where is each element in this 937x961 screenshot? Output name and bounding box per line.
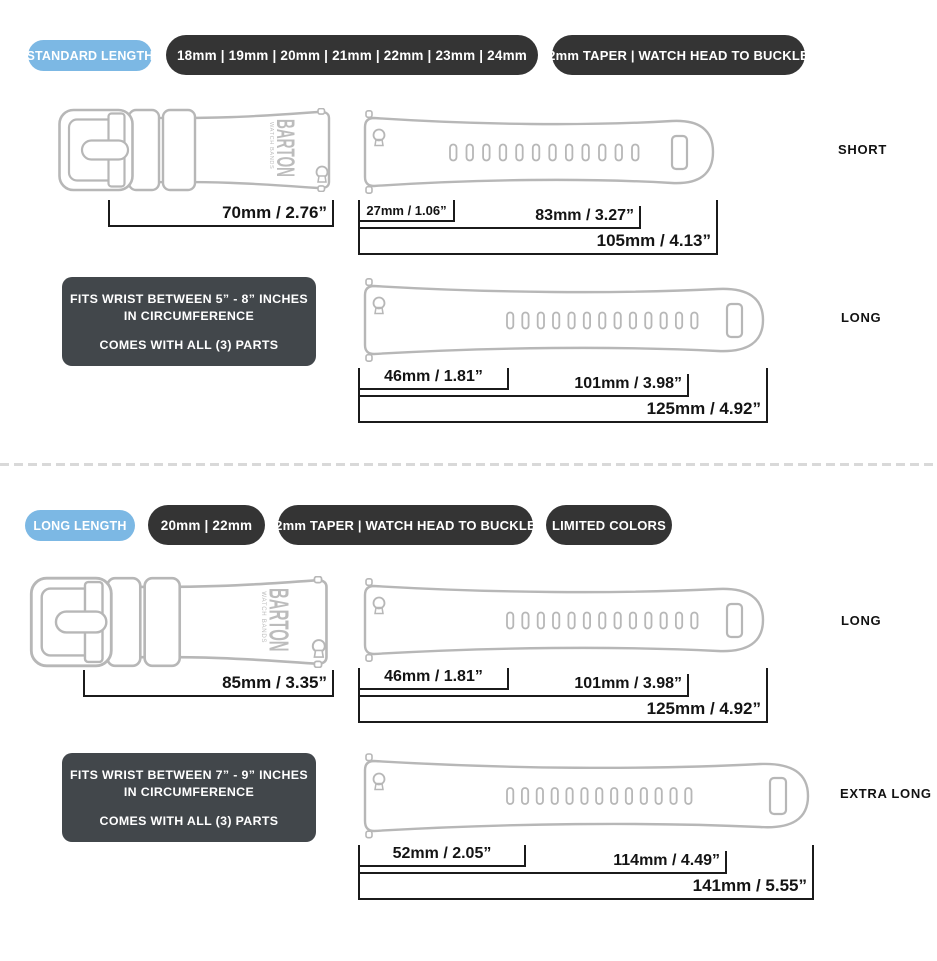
badge-long-length: LONG LENGTH xyxy=(25,510,135,541)
badge-standard-sizes: 18mm | 19mm | 20mm | 21mm | 22mm | 23mm | 24mm xyxy=(166,35,538,75)
buckle-dimension xyxy=(108,200,334,227)
dimension-label: 27mm / 1.06” xyxy=(366,203,447,218)
badge-long-sizes: 20mm | 22mm xyxy=(148,505,265,545)
long-info-box xyxy=(62,753,316,842)
dimension-label: 101mm / 3.98” xyxy=(574,375,682,392)
dimension-label: 83mm / 3.27” xyxy=(535,207,634,224)
dimension-label: 46mm / 1.81” xyxy=(384,668,483,685)
long-strap-dimensions xyxy=(358,366,770,425)
short-strap-label: SHORT xyxy=(838,142,887,157)
info-line: FITS WRIST BETWEEN 5” - 8” INCHES xyxy=(69,292,309,306)
dimension-label: 114mm / 4.49” xyxy=(613,852,720,869)
dimension-total xyxy=(358,668,768,723)
section-divider xyxy=(0,463,937,466)
badge-limited-colors: LIMITED COLORS xyxy=(546,505,672,545)
dimension-label: 85mm / 3.35” xyxy=(222,673,327,692)
short-strap-illustration xyxy=(358,110,720,194)
info-line: COMES WITH ALL (3) PARTS xyxy=(99,814,279,828)
extra-long-strap-illustration xyxy=(358,753,816,839)
extra-long-strap-label: EXTRA LONG xyxy=(840,786,932,801)
dimension-label: 70mm / 2.76” xyxy=(222,203,327,222)
standard-info-box xyxy=(62,277,316,366)
dimension-label: 101mm / 3.98” xyxy=(574,675,682,692)
dimension-label: 52mm / 2.05” xyxy=(392,845,492,862)
dimension-label: 105mm / 4.13” xyxy=(596,231,711,250)
dimension-label: 125mm / 4.92” xyxy=(646,399,761,418)
long-strap-label: LONG xyxy=(841,310,882,325)
dimension-label: 125mm / 4.92” xyxy=(646,699,761,718)
long-strap-illustration xyxy=(358,578,770,662)
info-line: IN CIRCUMFERENCE xyxy=(123,785,255,799)
badge-standard-taper: 2mm TAPER | WATCH HEAD TO BUCKLE xyxy=(552,35,805,75)
dimension-label: 141mm / 5.55” xyxy=(692,876,807,895)
badge-standard-length: STANDARD LENGTH xyxy=(28,40,152,71)
badge-long-taper: 2mm TAPER | WATCH HEAD TO BUCKLE xyxy=(278,505,533,545)
buckle-dimension xyxy=(83,670,334,697)
info-line: FITS WRIST BETWEEN 7” - 9” INCHES xyxy=(69,768,309,782)
dimension-total xyxy=(358,368,768,423)
info-line: COMES WITH ALL (3) PARTS xyxy=(99,338,279,352)
long-strap-dimensions xyxy=(358,666,770,725)
dimension-total xyxy=(358,200,718,255)
info-line: IN CIRCUMFERENCE xyxy=(123,309,255,323)
buckle-piece-illustration xyxy=(28,576,338,668)
dimension-label: 46mm / 1.81” xyxy=(384,368,483,385)
buckle-piece-illustration xyxy=(58,108,338,192)
long-strap-label: LONG xyxy=(841,613,882,628)
dimension-total xyxy=(358,845,814,900)
short-strap-dimensions xyxy=(358,198,720,257)
long-strap-illustration xyxy=(358,278,770,362)
extra-long-strap-dimensions xyxy=(358,843,816,902)
